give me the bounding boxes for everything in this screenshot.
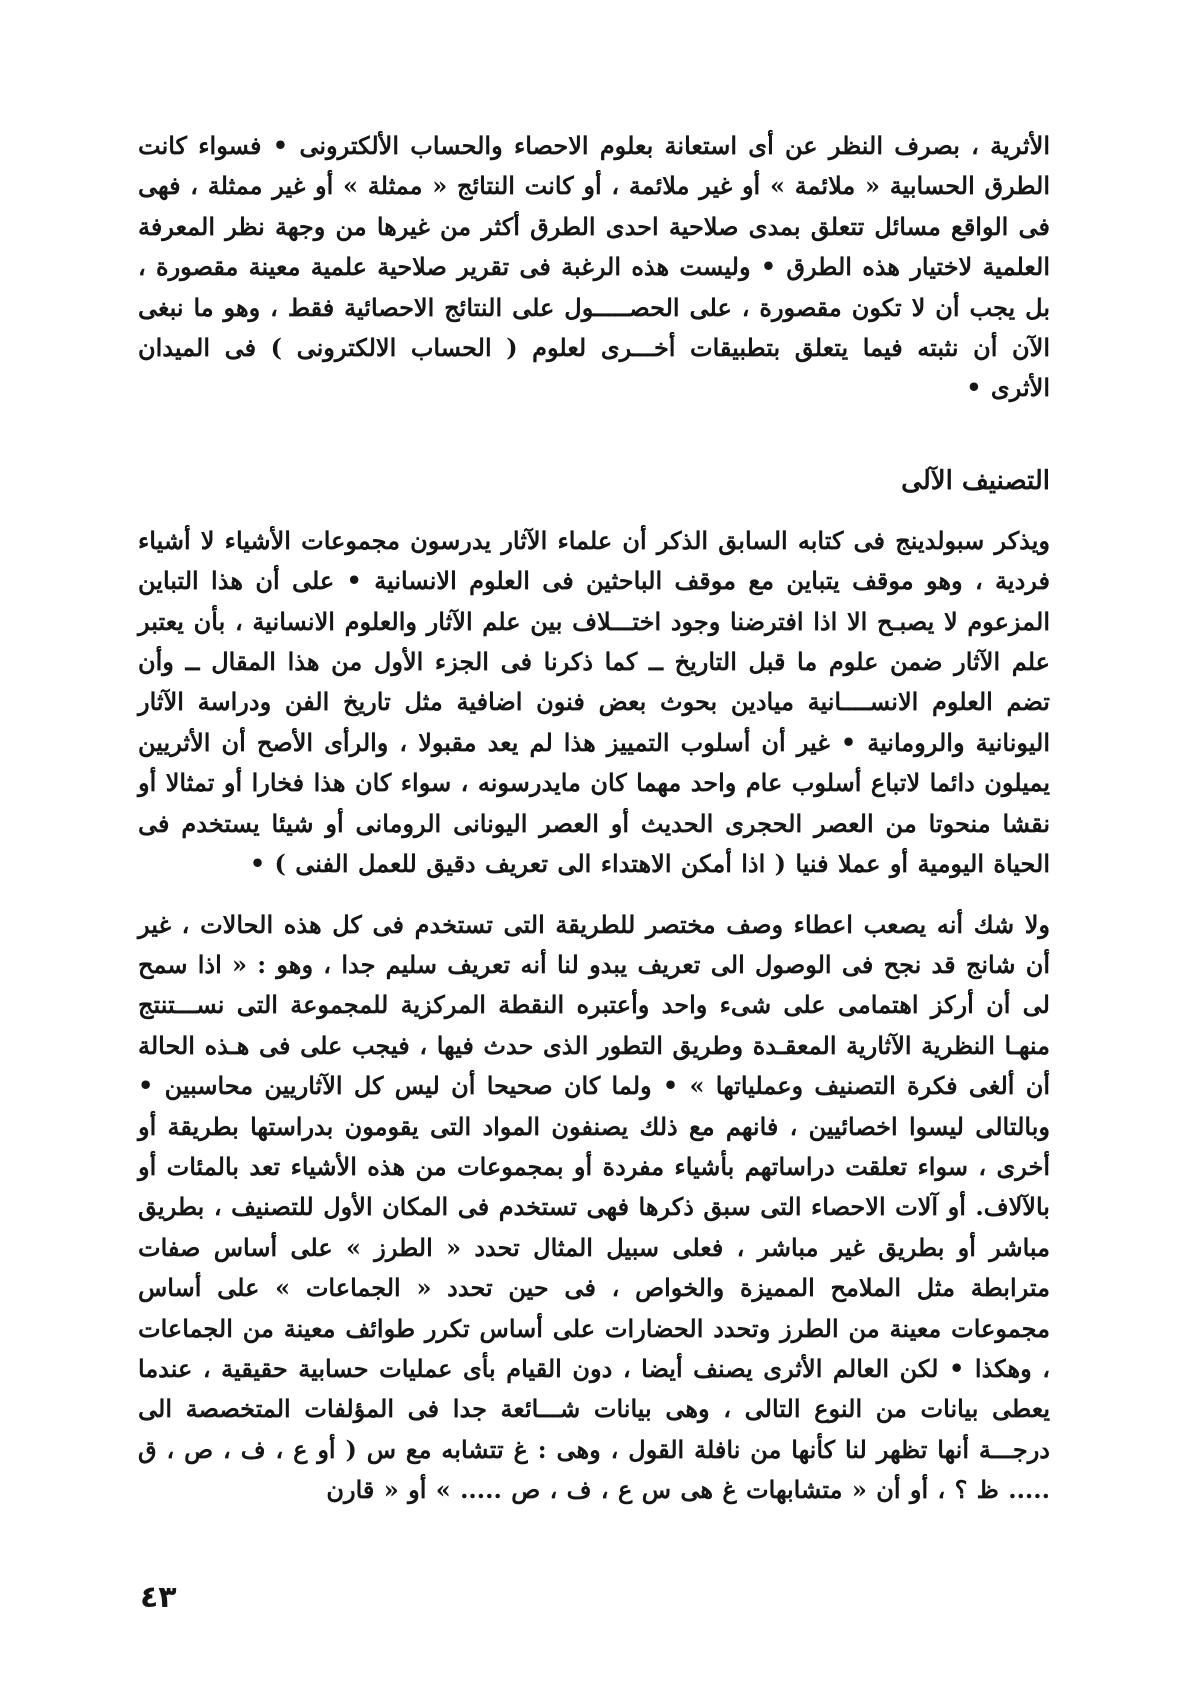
document-page — [138, 126, 1050, 1511]
paragraph-3: ولا شك أنه يصعب اعطاء وصف مختصر للطريقة التى تستخدم فى كل هذه الحالات ، غير أن شانج قد نجح فى الوصول الى تعريف يبدو لنا أنه تعريف سليم جدا ، وهو : « اذا سمح لى أن أركز اهتمامى على شىء واحد وأعتبره النقطة المركزية للمجموعة التى نســـتنتج منهـا النظرية الآثارية المعقـدة وطريق التطور الذى حدث فيها ، فيجب على فى هـذه الحالة أن ألغى فكرة التصنيف وعملياتها » • ولما كان صحيحا أن ليس كل الآثاريين محاسبين • وبالتالى ليسوا اخصائيين ، فانهم مع ذلك يصنفون المواد التى يقومون بدراستها بطريقة أو أخرى ، سواء تعلقت دراساتهم بأشياء مفردة أو بمجموعات من هذه الأشياء تعد بالمئات أو بالآلاف. أو آلات الاحصاء التى سبق ذكرها فهى تستخدم فى المكان الأول للتصنيف ، بطريق مباشر أو بطريق غير مباشر ، فعلى سبيل المثال تحدد « الطرز » على أساس صفات مترابطة مثل الملامح المميزة والخواص ، فى حين تحدد « الجماعات » على أساس مجموعات معينة من الطرز وتحدد الحضارات على أساس تكرر طوائف معينة من الجماعات ، وهكذا • لكن العالم الأثرى يصنف أيضا ، دون القيام بأى عمليات حسابية حقيقية ، عندما يعطى بيانات من النوع التالى ، وهى بيانات شـــائعة جدا فى المؤلفات المتخصصة الى درجـــة أنها تظهر لنا كأنها من نافلة القول ، وهى : غ تتشابه مع س ( أو ع ، ف ، ص ، ق ..... ظ ؟ ، أو أن « متشابهات غ هى س ع ، ف ، ص ..... » أو « قارن — [138, 909, 1050, 1505]
paragraph-1: الأثرية ، بصرف النظر عن أى استعانة بعلوم الاحصاء والحساب الألكترونى • فسواء كانت الطرق الحسابية « ملائمة » أو غير ملائمة ، أو كانت النتائج « ممثلة » أو غير ممثلة ، فهى فى الواقع مسائل تتعلق بمدى صلاحية احدى الطرق أكثر من غيرها من وجهة نظر المعرفة العلمية لاختيار هذه الطرق • وليست هذه الرغبة فى تقرير صلاحية علمية معينة مقصورة ، بل يجب أن لا تكون مقصورة ، على الحصـــــول على النتائج الاحصائية فقط ، وهو ما نبغى الآن أن نثبته فيما يتعلق بتطبيقات أخـــرى لعلوم ( الحساب الالكترونى ) فى الميدان الأثرى • — [138, 131, 1051, 403]
paragraph-2: ويذكر سبولدينج فى كتابه السابق الذكر أن علماء الآثار يدرسون مجموعات الأشياء لا أشياء فردية ، وهو موقف يتباين مع موقف الباحثين فى العلوم الانسانية • على أن هذا التباين المزعوم لا يصبـح الا اذا افترضنا وجود اختـــلاف بين علم الآثار والعلوم الانسانية ، بأن يعتبر علم الآثار ضمن علوم ما قبل التاريخ ــ كما ذكرنا فى الجزء الأول من هذا المقال ــ وأن تضم العلوم الانســــانية ميادين بحوث بعض فنون اضافية مثل تاريخ الفن ودراسة الآثار اليونانية والرومانية • غير أن أسلوب التمييز هذا لم يعد مقبولا ، والرأى الأصح أن الأثريين يميلون دائما لاتباع أسلوب عام واحد مهما كان مايدرسونه ، سواء كان هذا فخارا أو تمثالا أو نقشا منحوتا من العصر الحجرى الحديث أو العصر اليونانى الرومانى أو شيئا يستخدم فى الحياة اليومية أو عملا فنيا ( اذا أمكن الاهتداء الى تعريف دقيق للعمل الفنى ) • — [138, 525, 1051, 879]
page-number: ٤٣ — [140, 1580, 177, 1615]
section-heading: التصنيف الآلى — [901, 465, 1050, 496]
